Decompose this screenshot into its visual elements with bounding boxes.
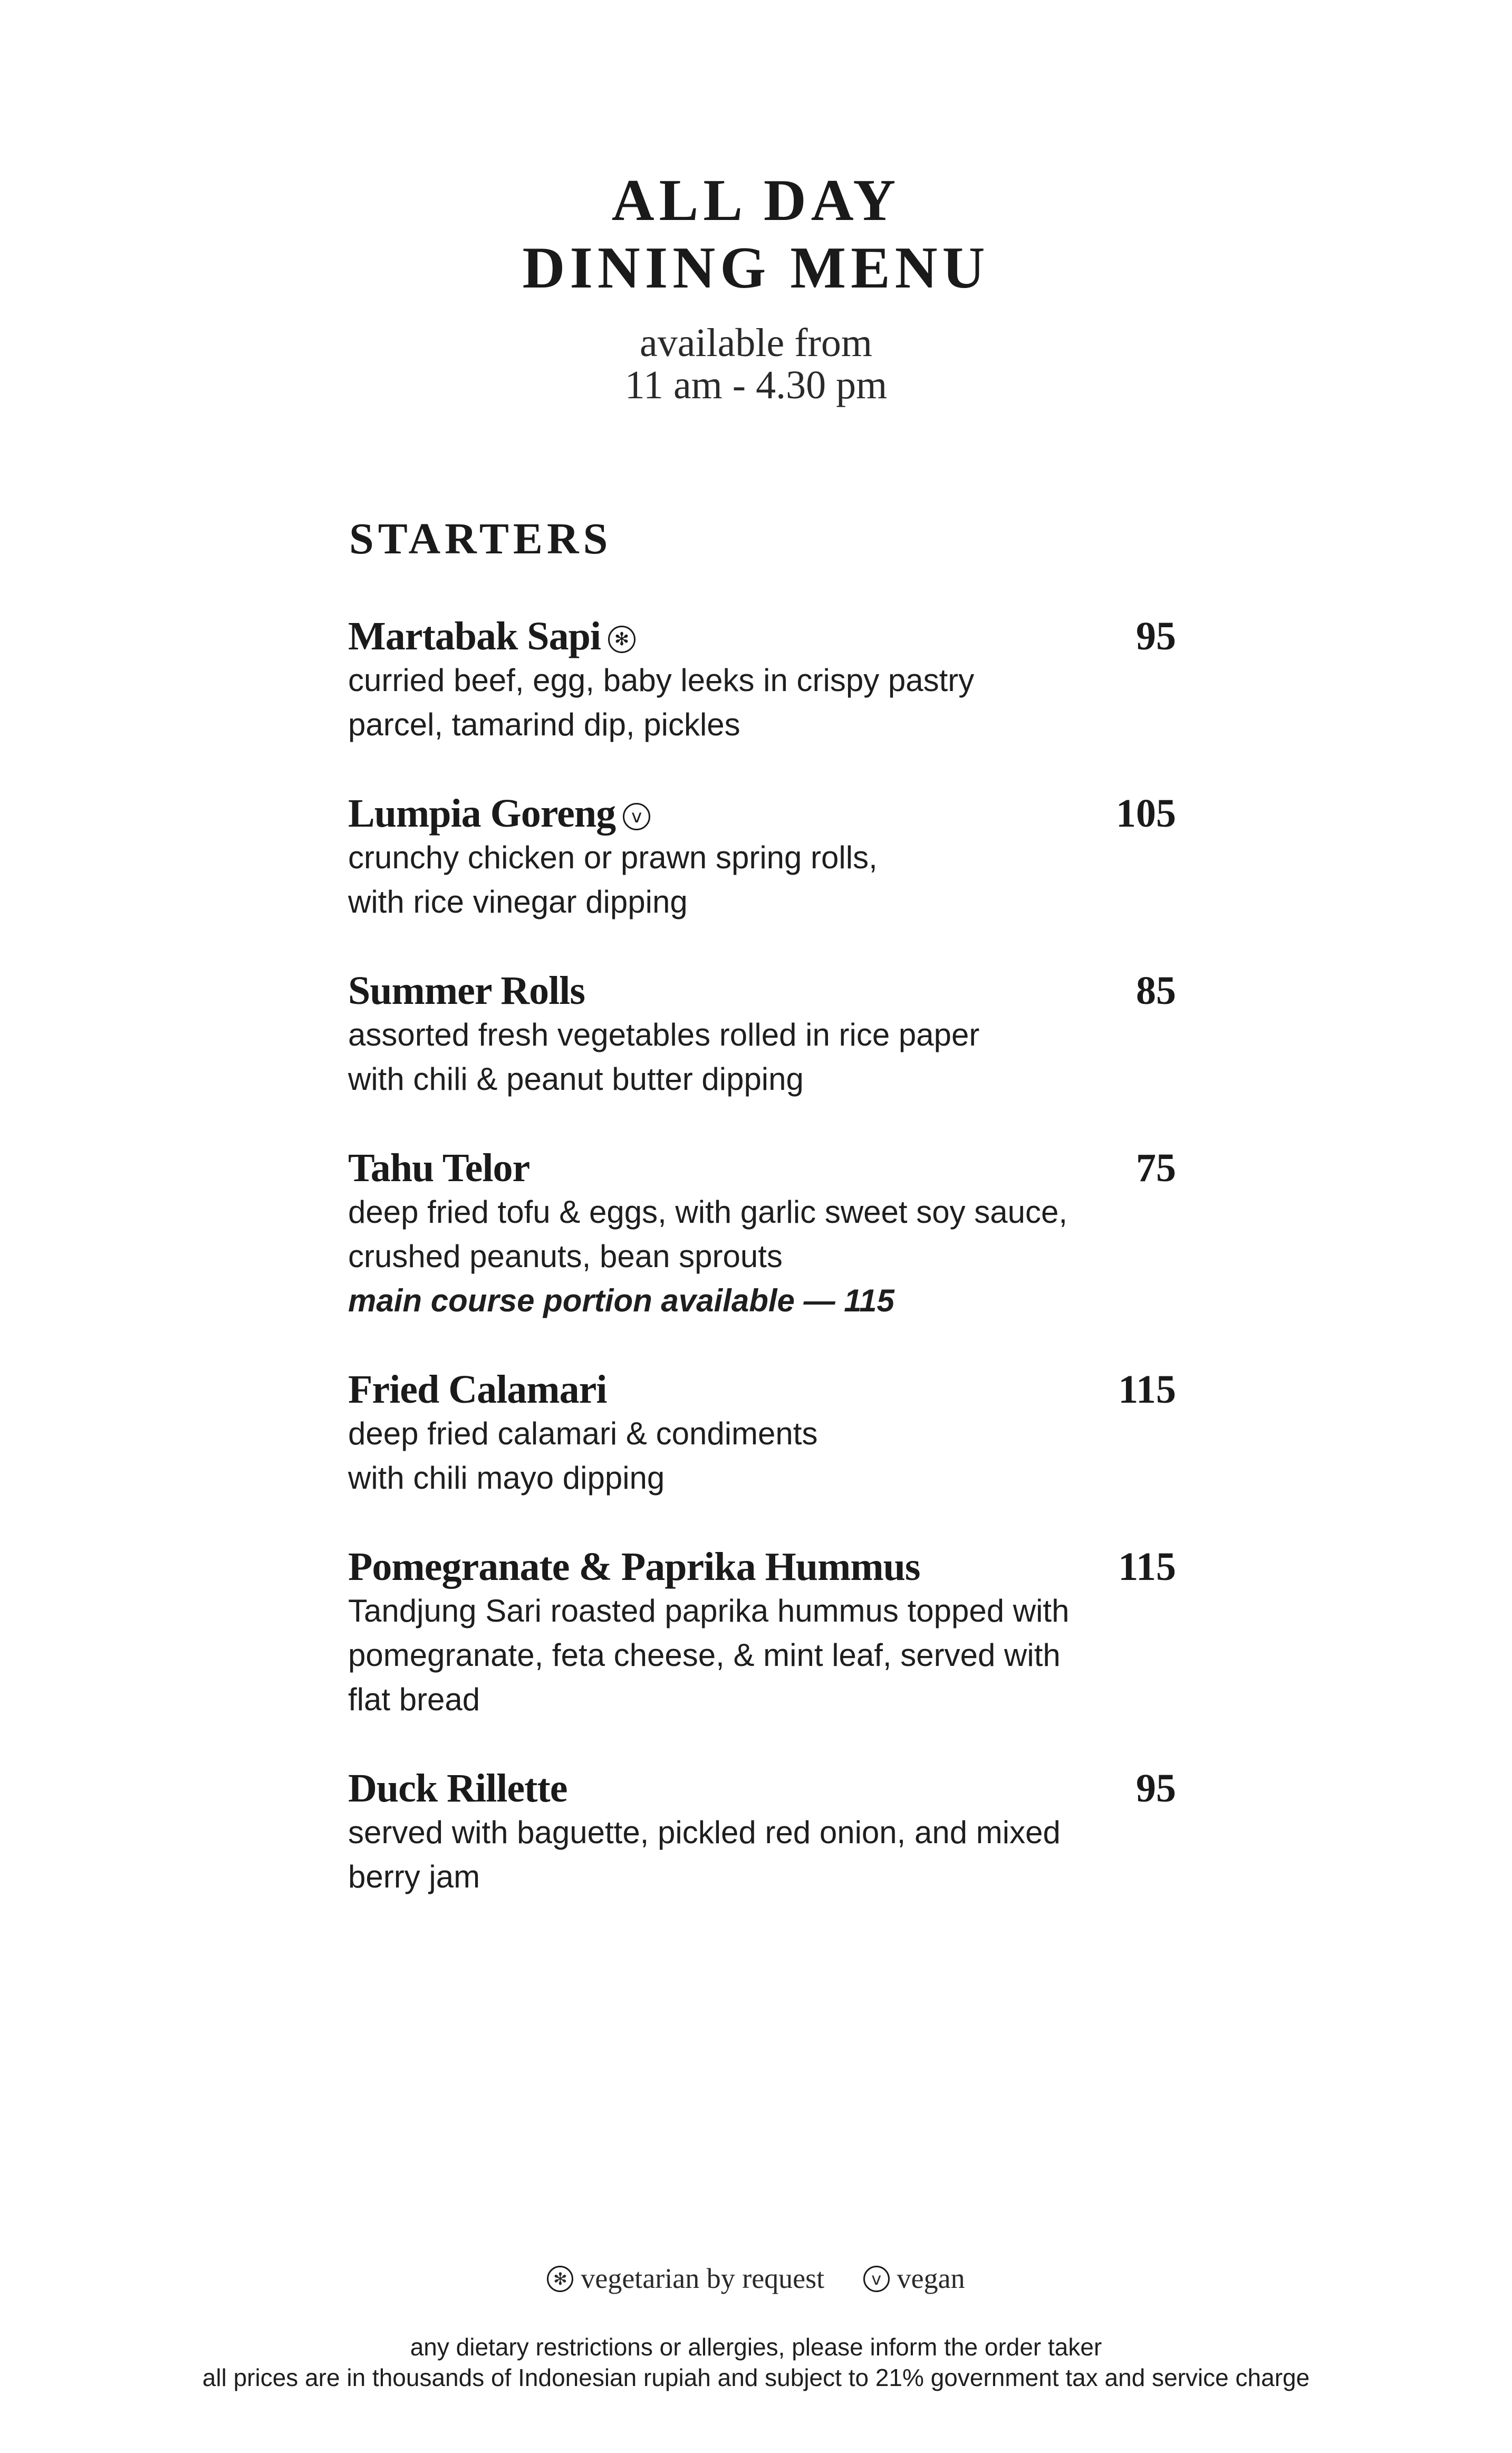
item-desc-line: crunchy chicken or prawn spring rolls, [348,840,878,875]
item-desc-line: with chili mayo dipping [348,1460,665,1496]
item-price: 95 [1136,1766,1176,1810]
menu-item-tahu-telor [348,1144,1176,1323]
availability-line2: 11 am - 4.30 pm [624,363,888,407]
legend-vegan-label: vegan [897,2263,965,2294]
legend-vegan [863,2260,965,2297]
item-desc-line: assorted fresh vegetables rolled in rice paper [348,1017,980,1052]
item-description [348,836,1176,924]
item-price: 105 [1116,791,1176,836]
item-name-wrap [348,789,650,838]
menu-title-line2: DINING MENU [522,235,990,301]
item-desc-line: berry jam [348,1859,480,1894]
item-price: 115 [1118,1367,1176,1412]
item-desc-line: Tandjung Sari roasted paprika hummus topped with [348,1593,1070,1628]
section-heading-starters: STARTERS [349,514,612,563]
item-desc-line: pomegranate, feta cheese, & mint leaf, served with [348,1637,1061,1673]
availability-text [0,322,1512,406]
item-description [348,658,1176,747]
availability-line1: available from [639,321,872,365]
item-name: Pomegranate & Paprika Hummus [348,1545,920,1589]
item-desc-line: flat bread [348,1682,480,1717]
item-name: Summer Rolls [348,969,585,1013]
menu-item-duck-rillette [348,1764,1176,1899]
item-desc-line: curried beef, egg, baby leeks in crispy pastry [348,663,975,698]
menu-item-summer-rolls [348,966,1176,1101]
item-price: 115 [1118,1545,1176,1589]
menu-item-lumpia-goreng [348,789,1176,924]
vegetarian-asterisk-icon: ✻ [547,2266,573,2292]
item-desc-line: served with baguette, pickled red onion, and mixed [348,1815,1061,1850]
item-desc-line: deep fried calamari & condiments [348,1416,818,1451]
vegan-v-icon: v [863,2266,890,2292]
item-price: 85 [1136,969,1176,1013]
menu-item-pomegranate-paprika-hummus [348,1542,1176,1722]
item-desc-line: crushed peanuts, bean sprouts [348,1239,783,1274]
item-price: 95 [1136,614,1176,658]
item-description [348,1810,1176,1899]
item-description [348,1013,1176,1101]
legend-vegetarian [547,2260,824,2297]
menu-title [0,167,1512,302]
item-description [348,1190,1176,1279]
item-name: Martabak Sapi [348,614,601,658]
vegetarian-asterisk-icon: ✻ [608,626,635,653]
menu-title-line1: ALL DAY [611,168,901,233]
item-portion-note: main course portion available — 115 [348,1283,894,1318]
item-desc-line: deep fried tofu & eggs, with garlic sweet soy sauce, [348,1194,1068,1230]
dietary-legend [0,2260,1512,2297]
item-name: Lumpia Goreng [348,791,616,836]
footer-price-note: all prices are in thousands of Indonesian rupiah and subject to 21% government tax and service charge [202,2364,1310,2391]
item-name: Tahu Telor [348,1146,530,1190]
item-price: 75 [1136,1146,1176,1190]
item-desc-line: with rice vinegar dipping [348,884,688,919]
item-name: Fried Calamari [348,1367,607,1412]
item-desc-line: parcel, tamarind dip, pickles [348,707,740,742]
legend-vegetarian-label: vegetarian by request [581,2263,825,2294]
item-description [348,1589,1176,1722]
menu-item-martabak-sapi [348,612,1176,747]
footer-allergy-note: any dietary restrictions or allergies, please inform the order taker [410,2333,1102,2361]
item-desc-line: with chili & peanut butter dipping [348,1061,804,1097]
vegan-v-icon: v [623,803,650,830]
item-name: Duck Rillette [348,1766,567,1810]
menu-item-fried-calamari [348,1365,1176,1500]
item-name-wrap [348,612,635,660]
item-description [348,1412,1176,1500]
